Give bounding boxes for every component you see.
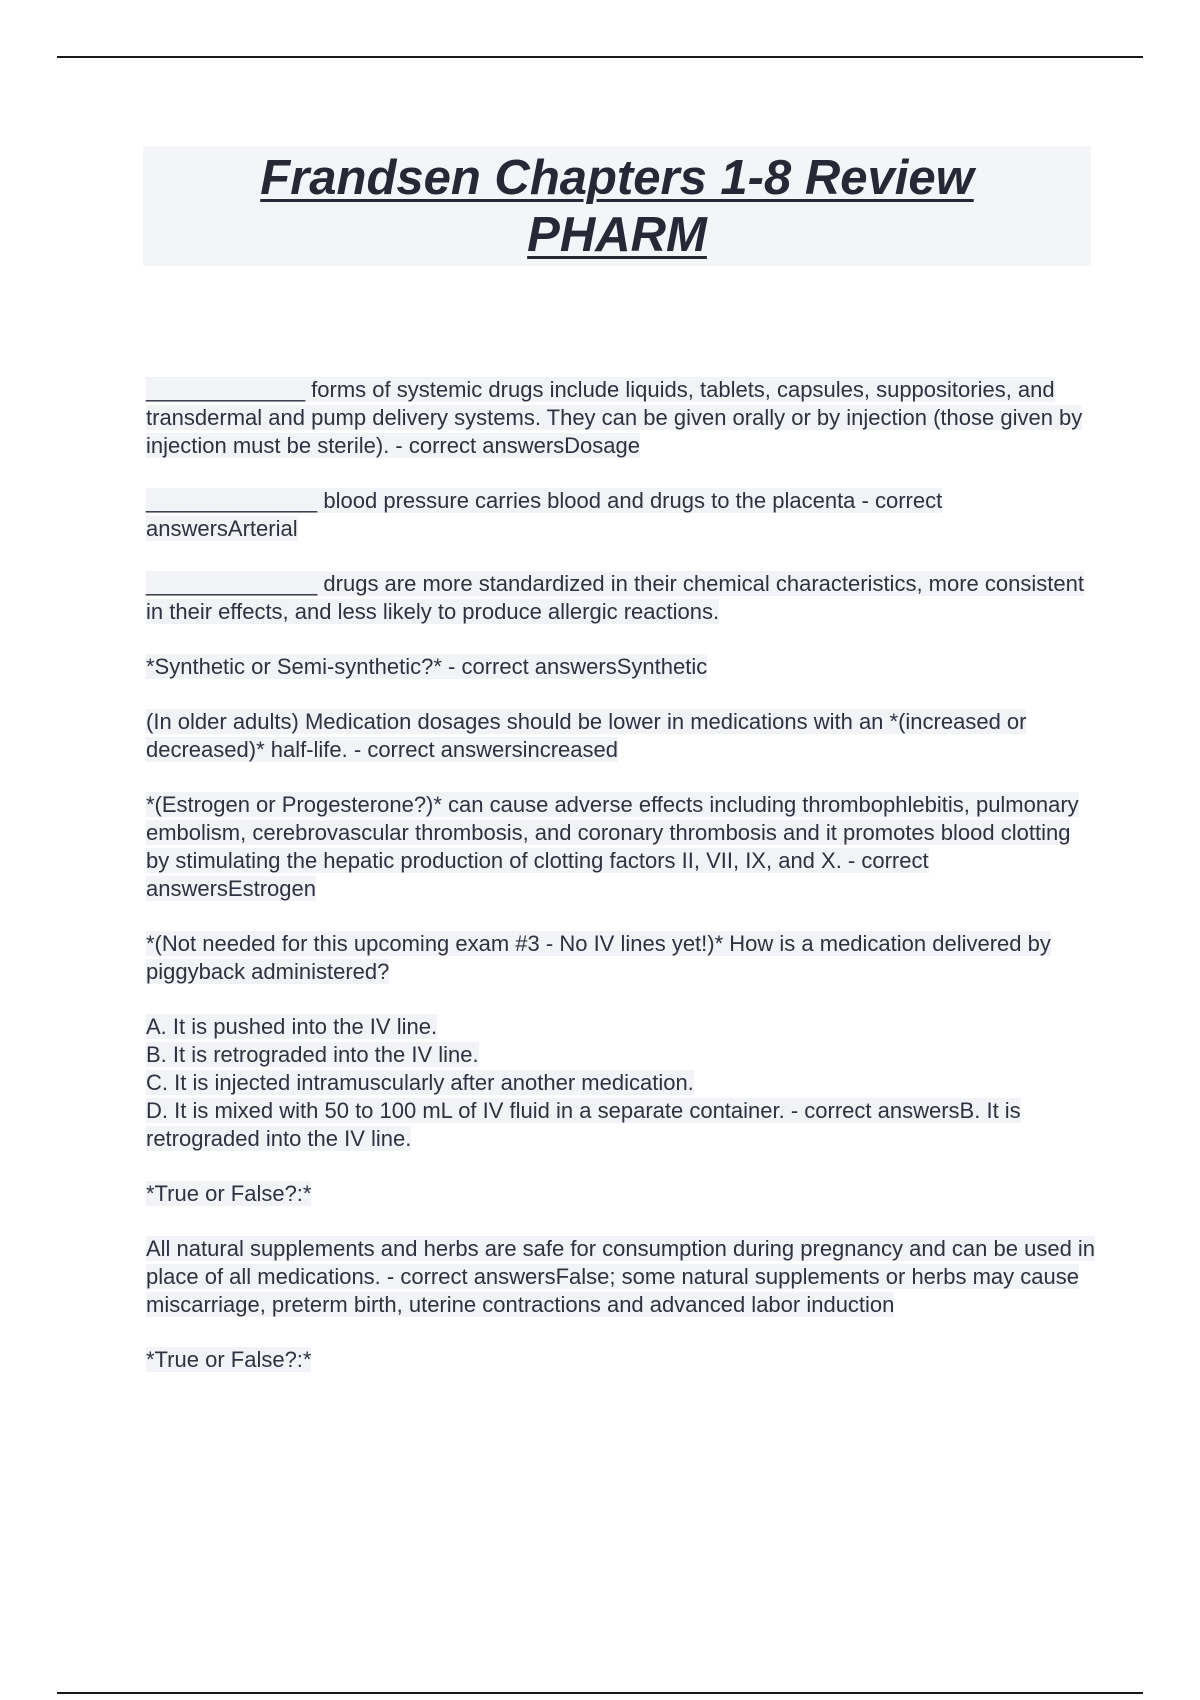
true-false-label-2 bbox=[146, 1346, 1096, 1374]
question-4-text: (In older adults) Medication dosages should be lower in medications with an *(increased or decreased)* half-life. - correct answersincreased bbox=[146, 709, 1027, 762]
true-false-label-1-text: *True or False?:* bbox=[146, 1181, 312, 1206]
question-4 bbox=[146, 708, 1096, 764]
option-a bbox=[146, 1013, 1096, 1041]
question-6 bbox=[146, 930, 1096, 986]
option-c-text: C. It is injected intramuscularly after another medication. bbox=[146, 1070, 694, 1095]
option-a-text: A. It is pushed into the IV line. bbox=[146, 1014, 438, 1039]
option-d bbox=[146, 1097, 1096, 1153]
question-3-answer bbox=[146, 653, 1096, 681]
top-rule bbox=[57, 56, 1143, 58]
true-false-label-1 bbox=[146, 1180, 1096, 1208]
question-7 bbox=[146, 1235, 1096, 1319]
title-line-2: PHARM bbox=[527, 208, 707, 262]
question-3-answer-text: *Synthetic or Semi-synthetic?* - correct answersSynthetic bbox=[146, 654, 708, 679]
title-block bbox=[143, 146, 1091, 266]
question-1 bbox=[146, 376, 1096, 460]
document-title bbox=[143, 146, 1091, 264]
question-2-text: ______________ blood pressure carries blood and drugs to the placenta - correct answersArterial bbox=[146, 488, 943, 541]
answer-options bbox=[146, 1013, 1096, 1153]
question-1-text: _____________ forms of systemic drugs include liquids, tablets, capsules, suppositories, and transdermal and pump delivery systems. They can be given orally or by injection (those given by injection must be sterile). - correct answersDosage bbox=[146, 377, 1083, 458]
bottom-rule bbox=[57, 1692, 1143, 1694]
question-5 bbox=[146, 791, 1096, 903]
document-body bbox=[146, 376, 1096, 1401]
question-3-text: ______________ drugs are more standardized in their chemical characteristics, more consistent in their effects, and less likely to produce allergic reactions. bbox=[146, 571, 1084, 624]
option-d-text: D. It is mixed with 50 to 100 mL of IV fluid in a separate container. - correct answersB. It is retrograded into the IV line. bbox=[146, 1098, 1021, 1151]
question-2 bbox=[146, 487, 1096, 543]
question-6-text: *(Not needed for this upcoming exam #3 - No IV lines yet!)* How is a medication delivered by piggyback administered? bbox=[146, 931, 1051, 984]
question-3 bbox=[146, 570, 1096, 626]
option-b bbox=[146, 1041, 1096, 1069]
true-false-label-2-text: *True or False?:* bbox=[146, 1347, 312, 1372]
option-c bbox=[146, 1069, 1096, 1097]
option-b-text: B. It is retrograded into the IV line. bbox=[146, 1042, 479, 1067]
question-7-text: All natural supplements and herbs are safe for consumption during pregnancy and can be used in place of all medications. - correct answersFalse; some natural supplements or herbs may cause miscarriage, preterm birth, uterine contractions and advanced labor induction bbox=[146, 1236, 1096, 1317]
title-line-1: Frandsen Chapters 1-8 Review bbox=[260, 151, 974, 205]
question-5-text: *(Estrogen or Progesterone?)* can cause adverse effects including thrombophlebitis, pulmonary embolism, cerebrovascular thrombosis, and coronary thrombosis and it promotes blood clotting by stimulating the hepatic production of clotting factors II, VII, IX, and X. - correct answersEstrogen bbox=[146, 792, 1079, 901]
